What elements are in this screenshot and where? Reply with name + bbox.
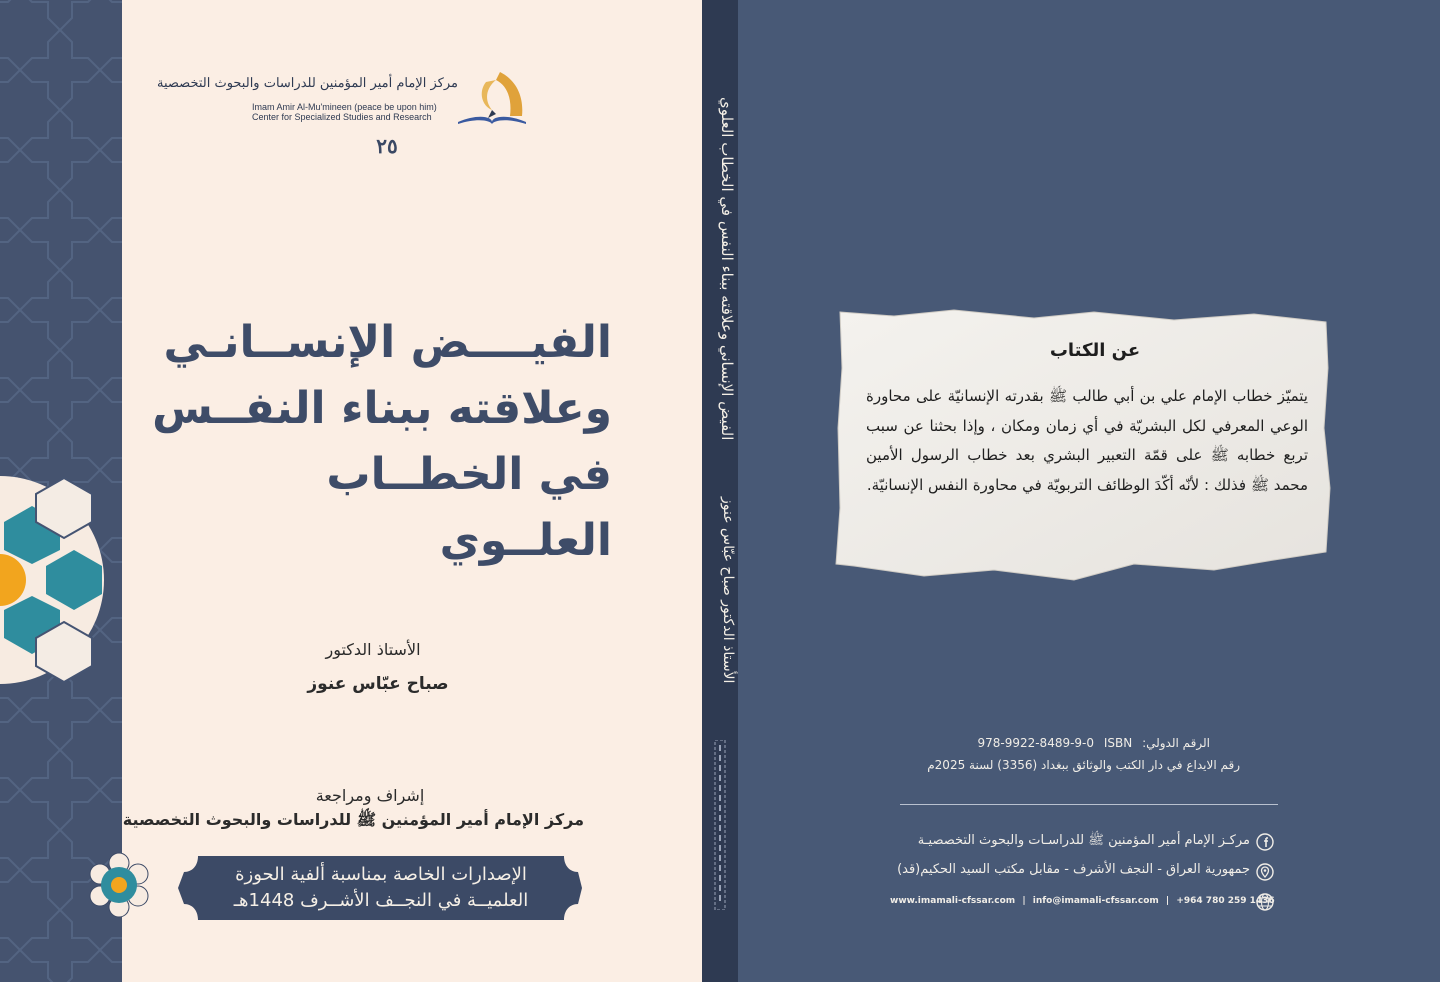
phone-number: +964 780 259 1436 xyxy=(1176,896,1275,906)
supervision-center: مركز الإمام أمير المؤمنين ﷺ للدراسات والبحوث التخصصية xyxy=(122,810,584,829)
title-line-1: الفيــــض الإنســانـي xyxy=(163,317,612,368)
separator: | xyxy=(1165,896,1170,906)
book-title xyxy=(150,310,612,574)
millennium-banner xyxy=(178,856,582,920)
logo-english-text xyxy=(252,102,437,122)
logo-arabic-text: مركز الإمام أمير المؤمنين للدراسات والبحوث التخصصية xyxy=(157,76,458,91)
banner-line-2: العلميــة في النجــف الأشــرف 1448هـ xyxy=(233,890,529,911)
pen-book-icon xyxy=(456,66,528,126)
title-line-2: وعلاقته ببناء النفــس xyxy=(152,383,612,434)
spine-title: الفيض الإنساني وعلاقته ببناء النفس في الخطاب العلوي xyxy=(718,96,736,440)
banner-text xyxy=(178,856,570,920)
decorative-pattern xyxy=(0,0,122,982)
supervision-label: إشراف ومراجعة xyxy=(315,786,425,805)
logo-english-line1: Imam Amir Al-Mu'mineen (peace be upon him) xyxy=(252,102,437,112)
small-rosette-icon xyxy=(84,850,154,920)
isbn-line xyxy=(900,736,1210,750)
isbn-label: الرقم الدولي: xyxy=(1142,736,1210,750)
email-link[interactable]: info@imamali-cfssar.com xyxy=(1032,896,1159,906)
center-logo xyxy=(157,66,528,126)
banner-line-1: الإصدارات الخاصة بمناسبة ألفية الحوزة xyxy=(235,864,527,885)
series-number: ٢٥ xyxy=(376,134,398,158)
contact-address: جمهورية العراق - النجف الأشرف - مقابل مكتب السيد الحكيم(قد) xyxy=(897,862,1250,877)
isbn-value: 978-9922-8489-9-0 xyxy=(977,736,1095,750)
title-line-3: في الخطــاب العلــوي xyxy=(326,449,612,566)
spine-logo-icon xyxy=(709,740,731,910)
divider xyxy=(900,804,1278,805)
author-label: الأستاذ الدكتور xyxy=(325,640,421,659)
isbn-tag: ISBN xyxy=(1103,736,1133,750)
about-body: يتميّز خطاب الإمام علي بن أبي طالب ﷺ بقدرته الإنسانيّة على محاورة الوعي المعرفي لكل البشريّة في أي زمان ومكان ، وإذا بحثنا عن سبب تربع خطابه ﷺ على قمّة التعبير البشري بعد خطاب الرسول الأمين محمد ﷺ فذلك : لأنّه أكّدَ الوظائف التربويّة في محاورة النفس الإنسانيّة. xyxy=(866,387,1308,494)
about-title: عن الكتاب xyxy=(1049,340,1141,361)
location-pin-icon xyxy=(1256,863,1274,881)
rosette-ornament-left xyxy=(0,450,122,710)
author-name: صباح عبّاس عنوز xyxy=(307,674,449,694)
separator: | xyxy=(1022,896,1026,906)
spine-author: الأستاذ الدكتور صباح عبّاس عنوز xyxy=(720,496,736,684)
contact-web-line xyxy=(890,896,1275,906)
website-link[interactable]: www.imamali-cfssar.com xyxy=(890,896,1016,906)
logo-english-line2: Center for Specialized Studies and Research xyxy=(252,112,432,122)
deposit-number: رقم الايداع في دار الكتب والوثائق ببغداد (3356) لسنة 2025م xyxy=(927,758,1240,772)
contact-facebook: مركـز الإمام أمير المؤمنين ﷺ للدراسـات والبحوث التخصصيـة xyxy=(917,833,1250,848)
facebook-icon xyxy=(1256,833,1274,851)
